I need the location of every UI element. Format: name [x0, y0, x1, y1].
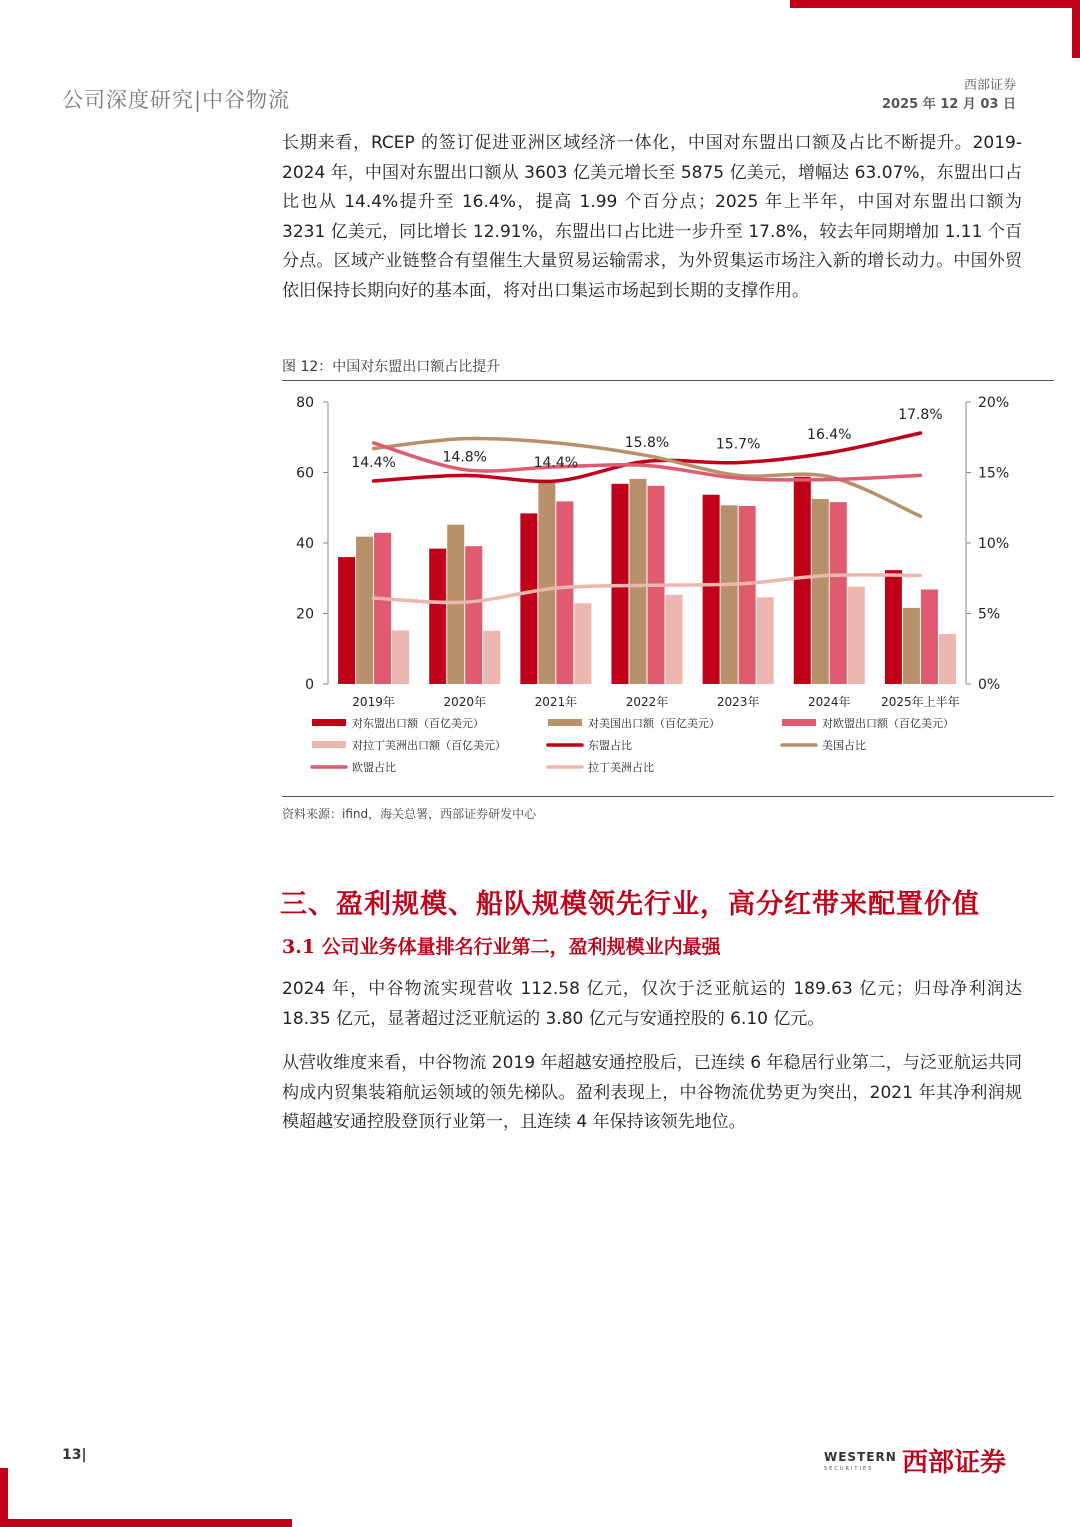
bar — [447, 525, 464, 684]
bar — [666, 595, 683, 684]
category-label: 2025年上半年 — [881, 695, 960, 709]
data-label: 14.8% — [442, 449, 487, 466]
bar — [356, 537, 373, 684]
logo-text-cn: 西部证券 — [902, 1448, 1007, 1478]
bar — [338, 557, 355, 684]
legend-swatch — [548, 719, 582, 726]
bar — [556, 501, 573, 684]
page-number: 13| — [62, 1447, 87, 1463]
bar — [739, 506, 756, 684]
figure-bottom-rule — [282, 796, 1054, 797]
bar — [520, 513, 537, 684]
report-header-title: 公司深度研究|中谷物流 — [62, 88, 291, 112]
category-label: 2024年 — [808, 695, 851, 709]
data-label: 15.7% — [715, 436, 761, 453]
figure-title: 图 12：中国对东盟出口额占比提升 — [282, 359, 501, 375]
bar — [812, 499, 829, 684]
right-tick-label: 10% — [978, 536, 1010, 552]
bar — [574, 603, 591, 684]
bar — [538, 481, 555, 684]
bar — [757, 597, 774, 684]
figure-source: 资料来源：ifind，海关总署，西部证券研发中心 — [282, 807, 537, 821]
subsection-heading: 3.1 公司业务体量排名行业第二，盈利规模业内最强 — [282, 936, 721, 958]
data-label: 14.4% — [351, 454, 396, 471]
header-date: 2025 年 12 月 03 日 — [882, 97, 1016, 112]
bar — [630, 479, 647, 684]
category-label: 2021年 — [534, 695, 578, 709]
section-heading: 三、盈利规模、船队规模领先行业，高分红带来配置价值 — [280, 889, 980, 920]
category-label: 2019年 — [352, 695, 395, 709]
data-label: 14.4% — [533, 454, 579, 471]
bar — [794, 477, 811, 684]
header-company: 西部证券 — [963, 78, 1016, 93]
bar — [429, 549, 446, 684]
legend-label: 美国占比 — [822, 739, 866, 752]
export-share-chart — [282, 384, 1054, 794]
category-label: 2022年 — [625, 695, 669, 709]
left-tick-label: 40 — [296, 536, 314, 552]
legend-swatch — [312, 719, 346, 726]
bar — [392, 630, 409, 684]
left-tick-label: 0 — [305, 677, 314, 693]
bar — [721, 505, 738, 684]
logo-text-en: WESTERN — [824, 1450, 897, 1464]
bar — [465, 546, 482, 684]
bottom-left-decoration — [0, 1468, 300, 1527]
left-tick-label: 60 — [296, 465, 314, 482]
bar — [885, 570, 902, 684]
figure-top-rule — [282, 380, 1054, 381]
top-right-decoration — [790, 0, 1080, 60]
legend-label: 东盟占比 — [588, 739, 632, 752]
legend-swatch — [312, 741, 346, 748]
right-tick-label: 20% — [978, 395, 1010, 411]
category-label: 2020年 — [443, 695, 486, 709]
left-tick-label: 20 — [296, 606, 314, 623]
bar — [483, 631, 500, 684]
legend-label: 欧盟占比 — [352, 761, 396, 774]
legend-label: 对欧盟出口额（百亿美元） — [822, 717, 954, 730]
bar — [374, 533, 391, 684]
category-label: 2023年 — [716, 695, 760, 709]
right-tick-label: 15% — [978, 465, 1010, 482]
western-securities-logo — [824, 1440, 1024, 1480]
logo-text-en-sub: SECURITIES — [824, 1466, 874, 1472]
left-tick-label: 80 — [296, 395, 314, 411]
legend-label: 对东盟出口额（百亿美元） — [352, 717, 484, 730]
legend-label: 拉丁美洲占比 — [588, 761, 654, 774]
bar — [830, 502, 847, 684]
data-label: 15.8% — [624, 435, 670, 452]
legend-label: 对美国出口额（百亿美元） — [588, 717, 720, 730]
ranking-paragraph: 从营收维度来看，中谷物流 2019 年超越安通控股后，已连续 6 年稳居行业第二，与泛亚航运共同构成内贸集装箱航运领域的领先梯队。盈利表现上，中谷物流优势更为突出，2021 年其净利润规模超越安通控股登顶行业第一，且连续 4 年保持该领先地位。 — [282, 1053, 1022, 1132]
legend-label: 对拉丁美洲出口额（百亿美元） — [352, 739, 506, 752]
intro-paragraph: 长期来看，RCEP 的签订促进亚洲区域经济一体化，中国对东盟出口额及占比不断提升。2019-2024 年，中国对东盟出口额从 3603 亿美元增长至 5875 亿美元，增幅达 63.07%，东盟出口占比也从 14.4%提升至 16.4%，提高 1.99 个百分点；2025 年上半年，中国对东盟出口额为 3231 亿美元，同比增长 12.91%，东盟出口占比进一步升至 17.8%，较去年同期增加 1.11 个百分点。区域产业链整合有望催生大量贸易运输需求，为外贸集运市场注入新的增长动力。中国外贸依旧保持长期向好的基本面，将对出口集运市场起到长期的支撑作用。 — [282, 133, 1022, 301]
bar — [939, 634, 956, 684]
bar — [921, 590, 938, 684]
right-tick-label: 5% — [978, 606, 1001, 623]
data-label: 16.4% — [807, 426, 852, 443]
bar — [903, 608, 920, 684]
revenue-paragraph: 2024 年，中谷物流实现营收 112.58 亿元，仅次于泛亚航运的 189.63 亿元；归母净利润达 18.35 亿元，显著超过泛亚航运的 3.80 亿元与安通控股的 6.10 亿元。 — [282, 979, 1022, 1029]
legend-swatch — [782, 719, 816, 726]
bar — [848, 587, 865, 684]
bar — [703, 495, 720, 684]
data-label: 17.8% — [898, 407, 943, 424]
right-tick-label: 0% — [978, 677, 1001, 693]
